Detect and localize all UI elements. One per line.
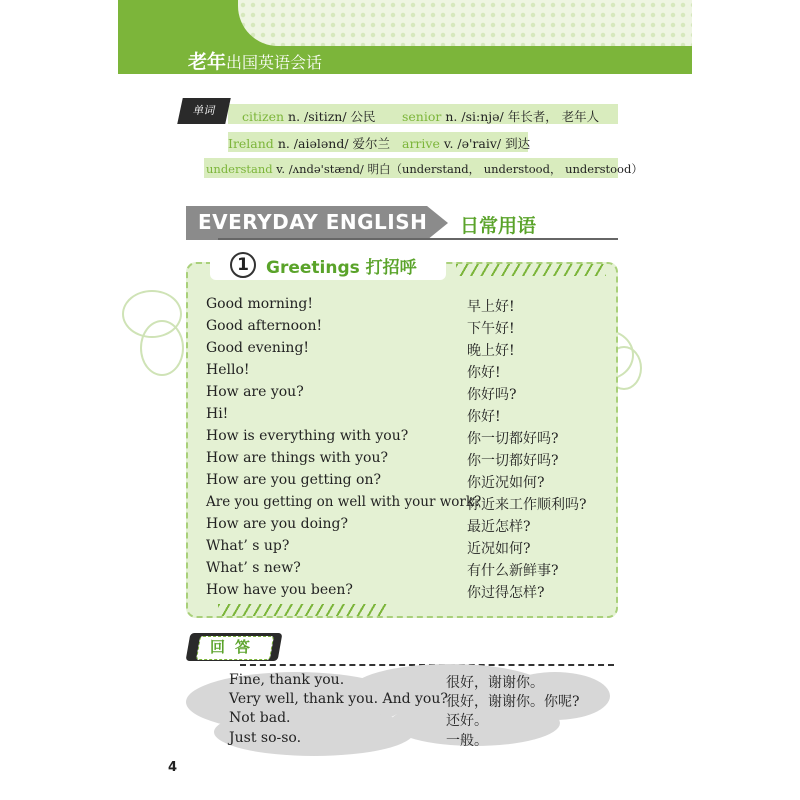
answer-cn: 一般。 — [446, 733, 488, 749]
vocab-word: senior — [402, 109, 442, 124]
phrase-en: How have you been? — [206, 582, 353, 598]
header-dot-pattern — [238, 0, 692, 46]
answer-en: Not bad. — [229, 710, 291, 726]
answer-cn: 还好。 — [446, 713, 488, 729]
vocab-word: Ireland — [228, 136, 274, 151]
phrase-cn: 最近怎样? — [467, 519, 531, 535]
phrase-cn: 有什么新鲜事? — [467, 563, 559, 579]
answer-en: Fine, thank you. — [229, 672, 345, 688]
vocab-entry-understand — [206, 161, 643, 177]
page-number: 4 — [168, 760, 178, 775]
phrase-cn: 你近况如何? — [467, 475, 545, 491]
phrase-en: Good afternoon! — [206, 318, 323, 334]
flower-decoration — [140, 320, 184, 376]
vocab-def: n. /aiələnd/ 爱尔兰 — [277, 136, 391, 151]
phrase-en: Good morning! — [206, 296, 313, 312]
answer-cn: 很好，谢谢你。 — [446, 675, 544, 691]
book-title — [188, 47, 322, 74]
section-rule — [218, 238, 618, 240]
phrase-en: How is everything with you? — [206, 428, 409, 444]
vocab-def: n. /sitizn/ 公民 — [288, 109, 376, 124]
phrase-cn: 你好! — [467, 365, 501, 381]
phrase-en: How are you doing? — [206, 516, 349, 532]
phrase-en: What’ s up? — [206, 538, 290, 554]
phrase-en: How are you? — [206, 384, 304, 400]
answer-en: Just so-so. — [229, 730, 302, 746]
book-title-bold: 老年 — [188, 51, 227, 73]
phrase-cn: 近况如何? — [467, 541, 531, 557]
phrase-en: Hello! — [206, 362, 250, 378]
book-title-rest: 出国英语会话 — [226, 53, 323, 72]
vocab-word: understand — [206, 162, 273, 176]
phrase-cn: 晚上好! — [467, 343, 515, 359]
vocab-def: n. /si:njə/ 年长者， 老年人 — [445, 109, 600, 124]
phrase-en: Hi! — [206, 406, 229, 422]
hatch-decoration — [218, 604, 388, 616]
phrase-cn: 早上好! — [467, 299, 515, 315]
vocab-entry-ireland — [228, 134, 390, 152]
phrase-cn: 你过得怎样? — [467, 585, 545, 601]
phrase-en: How are you getting on? — [206, 472, 382, 488]
phrase-en: Are you getting on well with your work? — [206, 494, 482, 510]
phrase-cn: 你一切都好吗? — [467, 453, 559, 469]
answer-cn: 很好，谢谢你。你呢? — [446, 694, 580, 710]
vocab-entry-citizen — [242, 107, 376, 125]
greetings-title: Greetings 打招呼 — [266, 258, 417, 278]
phrase-cn: 下午好! — [467, 321, 515, 337]
greetings-number: 1 — [230, 252, 256, 278]
phrase-cn: 你好吗? — [467, 387, 517, 403]
answer-en: Very well, thank you. And you? — [229, 691, 448, 707]
phrase-cn: 你近来工作顺利吗? — [467, 497, 587, 513]
vocab-tag: 单词 — [177, 98, 231, 124]
vocab-word: arrive — [402, 136, 440, 151]
section-title-en: EVERYDAY ENGLISH — [198, 210, 428, 234]
vocab-entry-arrive — [402, 134, 530, 152]
vocab-def: v. /ʌndə'stænd/ 明白（understand， understood， understood） — [276, 162, 643, 176]
phrase-en: What’ s new? — [206, 560, 301, 576]
phrase-en: Good evening! — [206, 340, 310, 356]
vocab-entry-senior — [402, 107, 599, 125]
hatch-decoration — [456, 264, 606, 276]
phrase-cn: 你一切都好吗? — [467, 431, 559, 447]
section-title-cn: 日常用语 — [460, 215, 537, 237]
vocab-word: citizen — [242, 109, 285, 124]
answer-label: 回答 — [210, 638, 261, 656]
vocab-def: v. /ə'raiv/ 到达 — [443, 136, 531, 151]
phrase-en: How are things with you? — [206, 450, 388, 466]
phrase-cn: 你好! — [467, 409, 501, 425]
